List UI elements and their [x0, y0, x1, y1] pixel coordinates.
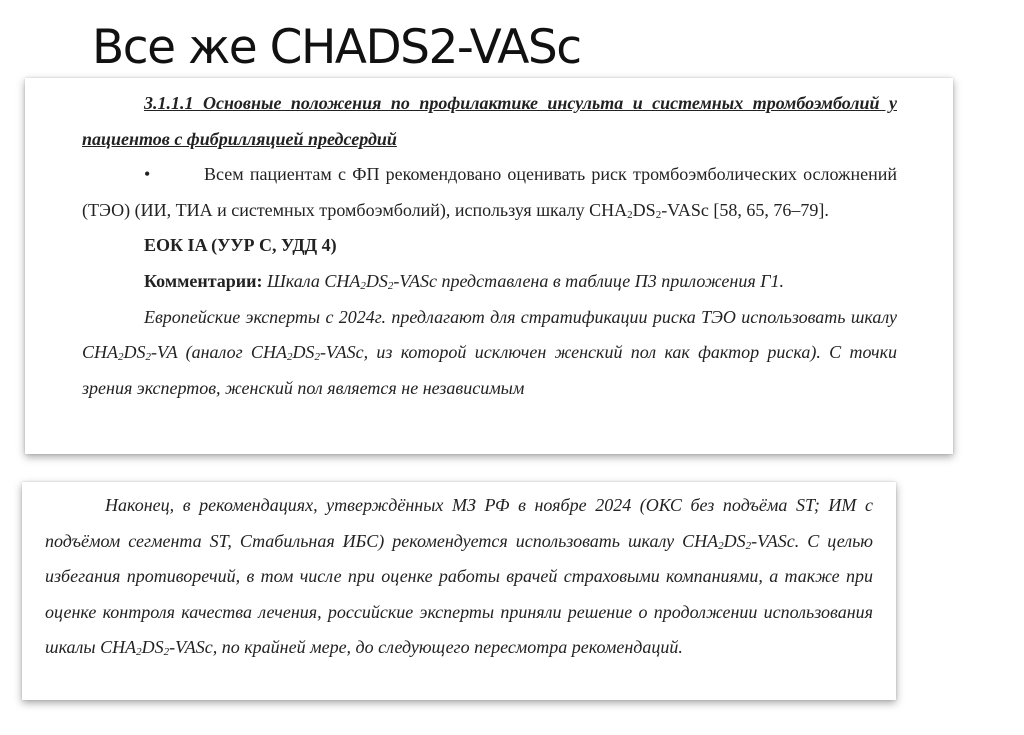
- subscript: 2: [627, 208, 633, 221]
- bullet-text: -VASc [58, 65, 76–79].: [661, 199, 829, 220]
- comment-text: -VASc представлена в таблице П3 приложения Г1.: [393, 270, 784, 291]
- bullet-marker: •: [144, 164, 151, 185]
- subscript: 2: [145, 351, 151, 364]
- comment-paragraph: [82, 264, 897, 300]
- subscript: 2: [136, 646, 142, 659]
- ministry-paragraph: [45, 488, 873, 666]
- ministry-text: DS: [141, 637, 164, 658]
- slide-title: Все же CHADS2-VASc: [92, 20, 581, 75]
- bullet-paragraph: [82, 157, 897, 228]
- european-text: DS: [123, 342, 146, 363]
- ministry-text: DS: [723, 530, 746, 551]
- document-excerpt-bottom: [22, 482, 896, 700]
- european-text: Европейские эксперты с 2024г. предлагают для стратификации риска ТЭО использовать шкалу CHA: [82, 306, 897, 363]
- document-excerpt-top: [25, 78, 953, 454]
- recommendation-text: ЕОК IA (УУР С, УДД 4): [144, 235, 337, 256]
- bullet-text: DS: [632, 199, 656, 220]
- section-heading: 3.1.1.1 Основные положения по профилактике инсульта и системных тромбоэмболий у пациентов с фибрилляцией предсердий: [82, 93, 897, 149]
- european-experts-paragraph: [82, 300, 897, 407]
- subscript: 2: [745, 539, 752, 552]
- comment-text: Шкала CHA: [262, 270, 361, 291]
- subscript: 2: [387, 279, 394, 292]
- recommendation-grade: [82, 228, 897, 264]
- ministry-text: Наконец, в рекомендациях, утверждённых МЗ РФ в ноябре 2024 (ОКС без подъёма ST; ИМ с подъёмом сегмента ST, Стабильная ИБС) рекомендуется использовать шкалу CHA: [45, 495, 873, 551]
- european-text: DS: [292, 342, 315, 363]
- subscript: 2: [360, 279, 366, 292]
- subscript: 2: [118, 351, 124, 364]
- bullet-text: Всем пациентам с ФП рекомендовано оценивать риск тромбоэмболических осложнений (ТЭО) (ИИ, ТИА и системных тромбоэмболий), используя шкалу CHA: [82, 164, 897, 220]
- ministry-text: -VASc, по крайней мере, до следующего пересмотра рекомендаций.: [169, 637, 683, 658]
- subscript: 2: [286, 351, 293, 364]
- subscript: 2: [655, 208, 662, 221]
- excerpt-bottom-body: [45, 488, 873, 666]
- excerpt-top-body: [82, 86, 897, 406]
- comment-text: DS: [365, 270, 388, 291]
- subscript: 2: [314, 351, 320, 364]
- subscript: 2: [163, 646, 170, 659]
- subscript: 2: [718, 539, 724, 552]
- comment-label: Комментарии:: [144, 270, 263, 291]
- ministry-text: -VASc. С целью избегания противоречий, в том числе при оценке работы врачей страховыми компаниями, а также при оценке контроля качества лечения, российские эксперты приняли решение о продолжении использования шкалы CHA: [45, 530, 873, 658]
- european-text: -VASc, из которой исключен женский пол как фактор риска). С точки зрения экспертов, женский пол является не независимым: [82, 342, 897, 398]
- european-text: -VA (аналог CHA: [151, 342, 287, 363]
